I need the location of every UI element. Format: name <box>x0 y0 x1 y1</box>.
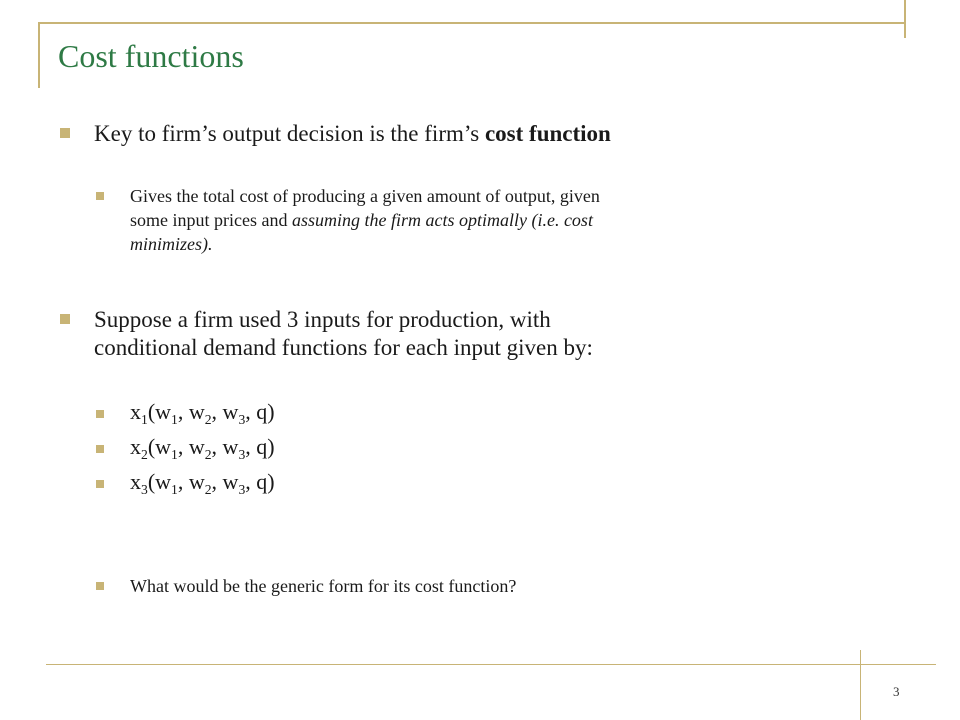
sub-bullet-text: Gives the total cost of producing a given amount of output, given some input prices and <box>130 186 600 230</box>
sub-bullet-icon <box>96 582 104 590</box>
eq-part: , w <box>177 434 205 459</box>
eq-sub: 3 <box>238 446 246 462</box>
question-text: What would be the generic form for its cost function? <box>130 576 517 596</box>
eq-var: x <box>130 469 141 494</box>
eq-part: , w <box>211 399 239 424</box>
eq-sub: 3 <box>141 481 148 497</box>
eq-part: (w <box>147 469 172 494</box>
sub-bullet-icon <box>96 480 104 488</box>
eq-part: , w <box>211 469 239 494</box>
eq-sub: 1 <box>171 446 178 462</box>
eq-var: x <box>130 399 141 424</box>
eq-sub: 1 <box>171 411 178 427</box>
sub-bullet-icon <box>96 192 104 200</box>
frame-top-line <box>38 22 904 24</box>
bullet-bold-text: cost function <box>484 121 611 146</box>
eq-part: , q) <box>245 434 275 459</box>
sub-bullet-icon <box>96 410 104 418</box>
eq-sub: 2 <box>204 411 212 427</box>
eq-part: , q) <box>245 469 275 494</box>
eq-sub: 3 <box>238 411 246 427</box>
frame-right-line <box>904 0 906 38</box>
eq-sub: 2 <box>204 481 212 497</box>
eq-sub: 1 <box>141 411 148 427</box>
bullet-text: Key to firm’s output decision is the firm’s <box>94 121 480 146</box>
bullet-suppose-firm: Suppose a firm used 3 inputs for production, with conditional demand functions for each input given by: <box>94 307 593 360</box>
equation-x3 <box>130 468 610 496</box>
footer-line <box>46 664 936 665</box>
equation-x1 <box>130 398 610 426</box>
sub-bullet-total-cost <box>130 184 610 256</box>
eq-part: , q) <box>245 399 275 424</box>
frame-left-line <box>38 22 40 88</box>
page-number: 3 <box>893 684 900 699</box>
footer-divider <box>860 650 861 720</box>
eq-sub: 3 <box>238 481 246 497</box>
eq-var: x <box>130 434 141 459</box>
bullet-icon <box>60 314 70 324</box>
eq-sub: 2 <box>204 446 212 462</box>
bullet-key-to-output <box>94 120 614 148</box>
sub-bullet-italic-text: assuming the firm acts optimally (i.e. cost minimizes). <box>130 210 593 254</box>
eq-part: , w <box>177 399 205 424</box>
equation-x2 <box>130 433 610 461</box>
eq-part: (w <box>147 434 172 459</box>
sub-bullet-icon <box>96 445 104 453</box>
bullet-icon <box>60 128 70 138</box>
eq-part: , w <box>211 434 239 459</box>
eq-part: (w <box>147 399 172 424</box>
slide-title: Cost functions <box>58 38 244 74</box>
eq-part: , w <box>177 469 205 494</box>
eq-sub: 2 <box>141 446 148 462</box>
eq-sub: 1 <box>171 481 178 497</box>
